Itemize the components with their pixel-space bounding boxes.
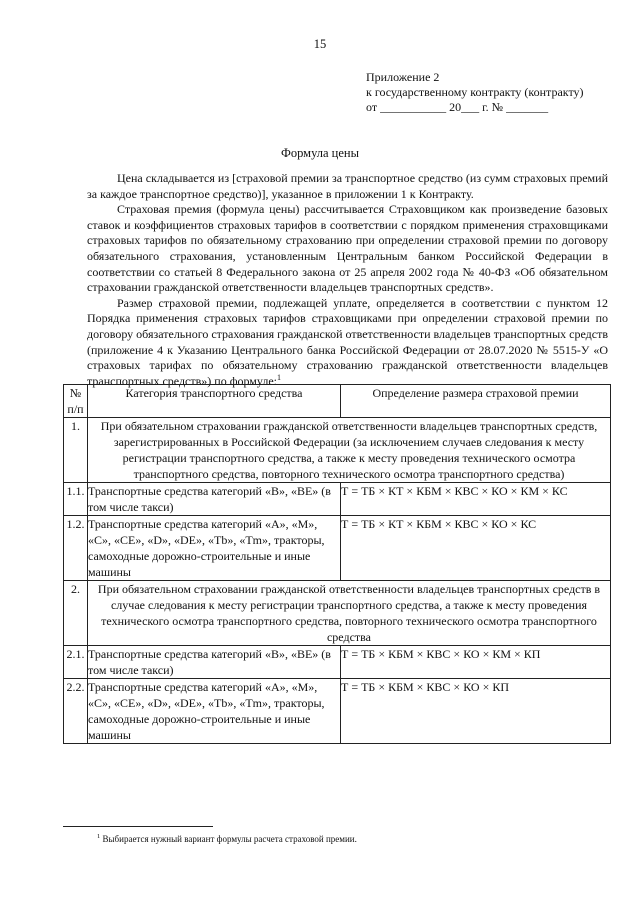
row-formula: Т = ТБ × КБМ × КВС × КО × КМ × КП bbox=[341, 646, 611, 679]
row-number: 1.2. bbox=[64, 516, 88, 581]
footnote-reference: 1 bbox=[277, 372, 282, 382]
row-formula: Т = ТБ × КБМ × КВС × КО × КП bbox=[341, 679, 611, 744]
row-number: 2.1. bbox=[64, 646, 88, 679]
row-category: Транспортные средства категорий «A», «M», «C», «CE», «D», «DE», «Tb», «Tm», тракторы, самоходные дорожно-строительные и иные машины bbox=[88, 679, 341, 744]
table-row bbox=[64, 646, 611, 679]
table-section-row bbox=[64, 581, 611, 646]
section-description: При обязательном страховании гражданской ответственности владельцев транспортных средств в случае следования к месту регистрации транспортного средства, а также к месту проведения технического осмотра транспортного средства, повторного технического осмотра транспортного средства bbox=[88, 581, 611, 646]
header-number: № п/п bbox=[64, 385, 88, 418]
page-number: 15 bbox=[313, 37, 327, 51]
row-number: 2.2. bbox=[64, 679, 88, 744]
header-definition: Определение размера страховой премии bbox=[341, 385, 611, 418]
row-category: Транспортные средства категорий «B», «BE» (в том числе такси) bbox=[88, 483, 341, 516]
table-header-row bbox=[64, 385, 611, 418]
row-category: Транспортные средства категорий «A», «M», «C», «CE», «D», «DE», «Tb», «Tm», тракторы, самоходные дорожно-строительные и иные машины bbox=[88, 516, 341, 581]
section-number: 2. bbox=[64, 581, 88, 646]
table-section-row bbox=[64, 418, 611, 483]
row-category: Транспортные средства категорий «B», «BE» (в том числе такси) bbox=[88, 646, 341, 679]
row-number: 1.1. bbox=[64, 483, 88, 516]
document-title: Формула цены bbox=[280, 146, 360, 160]
appendix-block bbox=[366, 70, 584, 115]
table-row bbox=[64, 483, 611, 516]
paragraph-premium-size-text: Размер страховой премии, подлежащей уплате, определяется в соответствии с пунктом 12 Порядка применения страховых тарифов страховщиками при определении страховой премии по договору обязательного страхования гражданской ответственности владельцев транспортных средств (приложение 4 к Указанию Центрального банка Российской Федерации от 28.07.2020 № 5515-У «О страховых тарифах по обязательному страхованию гражданской ответственности владельцев транспортных средств») по формуле: bbox=[87, 295, 608, 388]
appendix-date-number: от ___________ 20___ г. № _______ bbox=[366, 100, 549, 114]
row-formula: Т = ТБ × КТ × КБМ × КВС × КО × КС bbox=[341, 516, 611, 581]
section-description: При обязательном страховании гражданской ответственности владельцев транспортных средств, зарегистрированных в Российской Федерации (за исключением случаев следования к месту регистрации транспортного средства, а также к месту проведения технического осмотра транспортного средства, повторного технического осмотра транспортного средства) bbox=[88, 418, 611, 483]
footnote-mark: 1 bbox=[97, 833, 101, 840]
appendix-title: Приложение 2 bbox=[366, 70, 440, 84]
footnote-text: Выбирается нужный вариант формулы расчета страховой премии. bbox=[100, 834, 357, 844]
paragraph-premium-calculation: Страховая премия (формула цены) рассчитывается Страховщиком как произведение базовых ставок и коэффициентов страховых тарифов в соответствии с порядком применения страховщиками страховых тарифов по обязательному страхованию при определении страховой премии по договору обязательного страхования, установленным Центральным банком Российской Федерации в соответствии со статьей 8 Федерального закона от 25 апреля 2002 года № 40-ФЗ «Об обязательном страховании гражданской ответственности владельцев транспортных средств». bbox=[87, 202, 608, 295]
header-category: Категория транспортного средства bbox=[88, 385, 341, 418]
table-row bbox=[64, 516, 611, 581]
section-number: 1. bbox=[64, 418, 88, 483]
row-formula: Т = ТБ × КТ × КБМ × КВС × КО × КМ × КС bbox=[341, 483, 611, 516]
formula-table bbox=[63, 384, 611, 744]
footnote bbox=[97, 833, 357, 844]
table-row bbox=[64, 679, 611, 744]
body-text bbox=[87, 171, 608, 389]
paragraph-price: Цена складывается из [страховой премии за транспортное средство (из сумм страховых премий за каждое транспортное средство)], указанное в приложении 1 к Контракту. bbox=[87, 171, 608, 201]
paragraph-premium-size bbox=[87, 296, 608, 390]
appendix-contract-ref: к государственному контракту (контракту) bbox=[366, 85, 584, 99]
footnote-divider bbox=[63, 826, 213, 827]
